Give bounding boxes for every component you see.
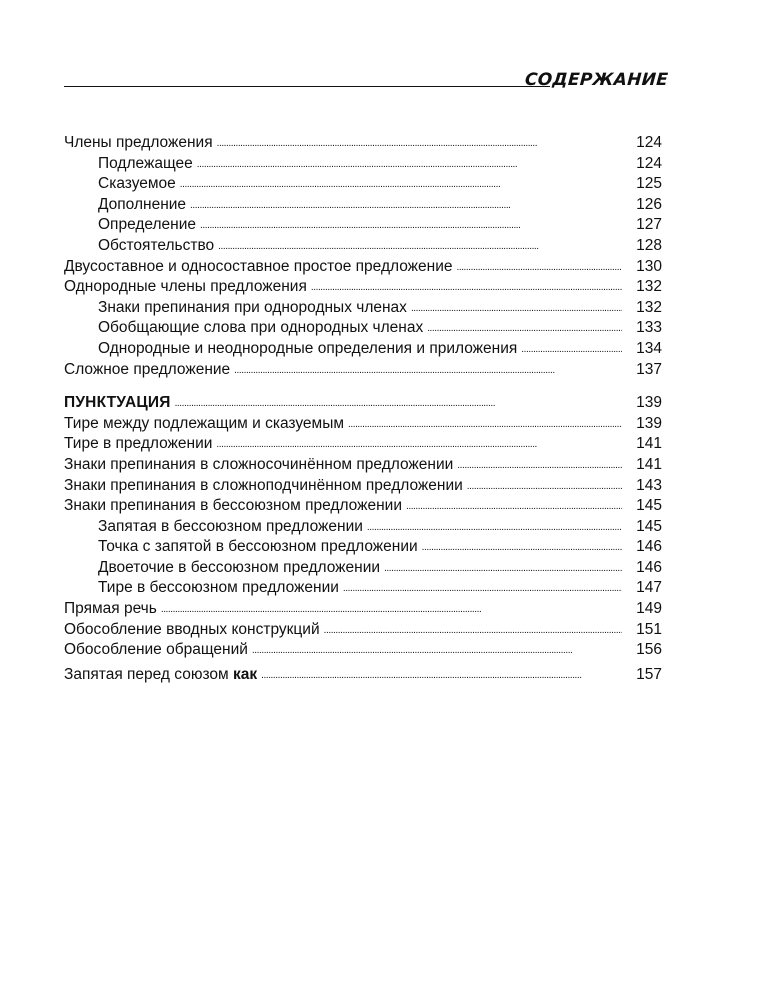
section-gap bbox=[64, 380, 662, 393]
toc-entry-page: 137 bbox=[636, 360, 662, 378]
toc-entry-title: Знаки препинания при однородных членах bbox=[98, 298, 407, 316]
toc-leader-dots bbox=[261, 665, 622, 685]
toc-entry-page: 124 bbox=[636, 154, 662, 172]
toc-leader-dots bbox=[422, 537, 622, 557]
toc-leader-dots bbox=[427, 318, 622, 338]
toc-entry-page: 132 bbox=[636, 278, 662, 296]
toc-leader-dots bbox=[175, 393, 622, 413]
toc-entry-title: Точка с запятой в бессоюзном предложении bbox=[98, 538, 418, 556]
toc-entry-skazuemoe[interactable] bbox=[64, 174, 662, 195]
toc-leader-dots bbox=[343, 578, 622, 598]
toc-entry-page: 151 bbox=[636, 620, 662, 638]
toc-entry-title: Двусоставное и односоставное простое предложение bbox=[64, 257, 453, 275]
toc-leader-dots bbox=[252, 640, 622, 660]
header-title: СОДЕРЖАНИЕ bbox=[524, 70, 669, 90]
toc-entry-page: 139 bbox=[636, 394, 662, 412]
toc-leader-dots bbox=[216, 434, 622, 454]
toc-entry-page: 124 bbox=[636, 134, 662, 151]
toc-entry-page: 130 bbox=[636, 257, 662, 275]
toc-entry-title: Определение bbox=[98, 216, 197, 234]
toc-entry-title: Подлежащее bbox=[98, 154, 193, 172]
toc-entry-title: Обособление вводных конструкций bbox=[64, 620, 320, 638]
toc-leader-dots bbox=[456, 257, 622, 277]
toc-entry-page: 156 bbox=[636, 641, 662, 659]
toc-entry-title: Обособление обращений bbox=[64, 641, 248, 659]
toc-entry-title: Знаки препинания в сложносочинённом предложении bbox=[64, 455, 454, 473]
toc-entry-slozhnopodchinennoe[interactable] bbox=[64, 476, 662, 497]
toc-entry-page: 127 bbox=[636, 216, 662, 234]
toc-entry-tire-v-predlozhenii[interactable] bbox=[64, 434, 662, 455]
toc-leader-dots bbox=[190, 195, 622, 215]
toc-entry-title: Члены предложения bbox=[64, 134, 213, 151]
toc-leader-dots bbox=[200, 215, 622, 235]
toc-entry-page: 141 bbox=[636, 435, 662, 453]
toc-entry-title: Запятая в бессоюзном предложении bbox=[98, 517, 363, 535]
toc-entry-dvusostavnoe[interactable] bbox=[64, 257, 662, 278]
toc-entry-obrashcheniya[interactable] bbox=[64, 640, 662, 661]
toc-leader-dots bbox=[411, 298, 622, 318]
toc-entry-odnorodnye-chleny[interactable] bbox=[64, 277, 662, 298]
toc-leader-dots bbox=[218, 236, 622, 256]
toc-entry-opredelenie[interactable] bbox=[64, 215, 662, 236]
toc-entry-title-bold: как bbox=[232, 665, 258, 683]
toc-entry-page: 145 bbox=[636, 497, 662, 515]
toc-entry-page: 134 bbox=[636, 339, 662, 357]
toc-leader-dots bbox=[180, 174, 622, 194]
toc-entry-page: 149 bbox=[636, 600, 662, 618]
toc-entry-page: 139 bbox=[636, 414, 662, 432]
toc-entry-page: 126 bbox=[636, 195, 662, 213]
toc-entry-page: 125 bbox=[636, 175, 662, 193]
toc-entry-chleny-predlozheniya[interactable] bbox=[64, 133, 662, 154]
toc-entry-bessoyuznoe[interactable] bbox=[64, 496, 662, 517]
table-of-contents bbox=[64, 133, 662, 685]
toc-entry-title: Знаки препинания в бессоюзном предложении bbox=[64, 497, 402, 515]
toc-entry-page: 145 bbox=[636, 517, 662, 535]
toc-entry-title: Тире между подлежащим и сказуемым bbox=[64, 414, 344, 432]
toc-entry-title: Сказуемое bbox=[98, 175, 176, 193]
toc-leader-dots bbox=[521, 339, 622, 359]
toc-entry-title: Тире в предложении bbox=[64, 435, 213, 453]
toc-entry-page: 146 bbox=[636, 558, 662, 576]
toc-entry-vvodnye[interactable] bbox=[64, 620, 662, 641]
toc-entry-slozhnoe-predlozhenie[interactable] bbox=[64, 360, 662, 381]
toc-leader-dots bbox=[234, 360, 622, 380]
toc-entry-title: Однородные члены предложения bbox=[64, 278, 307, 296]
toc-entry-tire-podlezhashchee[interactable] bbox=[64, 414, 662, 435]
toc-section-title: ПУНКТУАЦИЯ bbox=[64, 394, 171, 412]
toc-leader-dots bbox=[161, 599, 622, 619]
toc-entry-slozhnosochinennoe[interactable] bbox=[64, 455, 662, 476]
toc-entry-tochka-s-zapyatoy[interactable] bbox=[64, 537, 662, 558]
toc-entry-title: Обстоятельство bbox=[98, 236, 215, 254]
toc-leader-dots bbox=[348, 414, 622, 434]
toc-leader-dots bbox=[384, 558, 622, 578]
toc-entry-title: Дополнение bbox=[98, 195, 187, 213]
toc-entry-pryamaya-rech[interactable] bbox=[64, 599, 662, 620]
toc-entry-obobshchayushchie[interactable] bbox=[64, 318, 662, 339]
toc-entry-title: Однородные и неоднородные определения и приложения bbox=[98, 339, 518, 357]
toc-leader-dots bbox=[311, 277, 622, 297]
toc-entry-title: Двоеточие в бессоюзном предложении bbox=[98, 558, 381, 576]
toc-entry-page: 128 bbox=[636, 236, 662, 254]
toc-entry-title: Сложное предложение bbox=[64, 360, 231, 378]
toc-entry-page: 143 bbox=[636, 476, 662, 494]
page-header bbox=[64, 70, 668, 92]
toc-leader-dots bbox=[457, 455, 622, 475]
toc-entry-page: 157 bbox=[636, 665, 662, 683]
toc-entry-zapyataya-kak[interactable] bbox=[64, 665, 662, 686]
toc-entry-title: Обобщающие слова при однородных членах bbox=[98, 319, 424, 337]
toc-entry-odnorodnye-opredeleniya[interactable] bbox=[64, 339, 662, 360]
toc-entry-znaki-odnorodnye[interactable] bbox=[64, 298, 662, 319]
toc-entry-title: Прямая речь bbox=[64, 600, 157, 618]
toc-entry-page: 146 bbox=[636, 538, 662, 556]
toc-entry-title: Знаки препинания в сложноподчинённом предложении bbox=[64, 476, 463, 494]
toc-section-punktuatsiya[interactable] bbox=[64, 393, 662, 414]
toc-entry-tire-bessoyuznoe[interactable] bbox=[64, 578, 662, 599]
toc-leader-dots bbox=[406, 496, 622, 516]
toc-entry-podlezhashchee[interactable] bbox=[64, 154, 662, 175]
toc-entry-dopolnenie[interactable] bbox=[64, 195, 662, 216]
toc-entry-zapyataya-bessoyuznoe[interactable] bbox=[64, 517, 662, 538]
toc-entry-page: 147 bbox=[636, 579, 662, 597]
toc-leader-dots bbox=[467, 476, 622, 496]
toc-leader-dots bbox=[324, 620, 622, 640]
toc-entry-obstoyatelstvo[interactable] bbox=[64, 236, 662, 257]
toc-entry-page: 141 bbox=[636, 455, 662, 473]
toc-entry-title: Тире в бессоюзном предложении bbox=[98, 579, 339, 597]
toc-entry-page: 133 bbox=[636, 319, 662, 337]
header-rule bbox=[64, 86, 550, 87]
toc-leader-dots bbox=[197, 154, 622, 174]
toc-entry-dvoetochie[interactable] bbox=[64, 558, 662, 579]
toc-entry-page: 132 bbox=[636, 298, 662, 316]
toc-leader-dots bbox=[217, 133, 622, 153]
toc-entry-title-prefix: Запятая перед союзом bbox=[64, 665, 229, 683]
toc-entry-title bbox=[64, 665, 257, 686]
toc-leader-dots bbox=[367, 517, 622, 537]
